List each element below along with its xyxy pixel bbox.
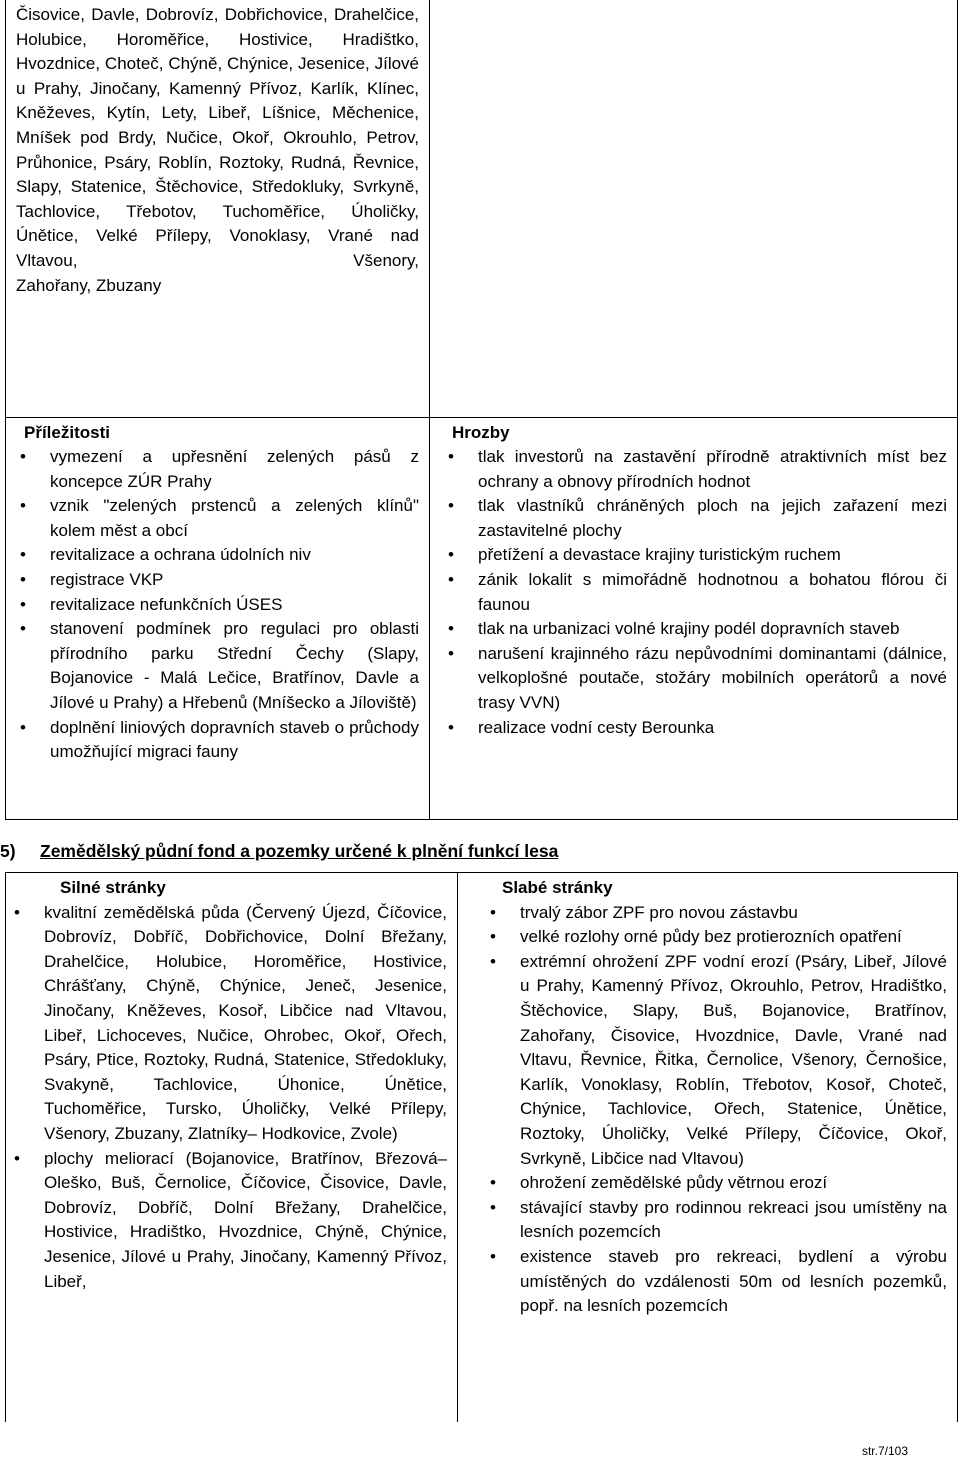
section-number: 5) bbox=[0, 841, 16, 861]
list-item: • stanovení podmínek pro regulaci pro oblasti přírodního parku Střední Čechy (Slapy, Bojanovice - Malá Lečice, Bratřínov, Davle a Jílové u Prahy) a Hřebenů (Mníšecko a Jíloviště) bbox=[16, 617, 419, 715]
list-item: • trvalý zábor ZPF pro novou zástavbu bbox=[486, 901, 947, 926]
list-item: • revitalizace nefunkčních ÚSES bbox=[16, 593, 419, 618]
strengths-header: Silné stránky bbox=[60, 878, 166, 897]
list-item: • realizace vodní cesty Berounka bbox=[444, 716, 947, 741]
cell-weaknesses bbox=[458, 873, 958, 1423]
section-title: Zemědělský půdní fond a pozemky určené k plnění funkcí lesa bbox=[40, 841, 559, 861]
list-item: • vymezení a upřesnění zelených pásů z koncepce ZÚR Prahy bbox=[16, 445, 419, 494]
list-item: • narušení krajinného rázu nepůvodními dominantami (dálnice, velkoplošné poutače, stožáry mobilních operátorů a nové trasy VVN) bbox=[444, 642, 947, 716]
cell-opportunities bbox=[6, 417, 430, 820]
opportunities-list bbox=[16, 445, 419, 765]
threats-header: Hrozby bbox=[452, 422, 510, 442]
list-item: • existence staveb pro rekreaci, bydlení a výrobu umístěných do vzdálenosti 50m od lesních pozemků, popř. na lesních pozemcích bbox=[486, 1245, 947, 1319]
list-item: • revitalizace a ochrana údolních niv bbox=[16, 543, 419, 568]
list-item: • doplnění liniových dopravních staveb o průchody umožňující migraci fauny bbox=[16, 716, 419, 765]
weaknesses-list bbox=[486, 901, 947, 1319]
list-item: • tlak vlastníků chráněných ploch na jejich zařazení mezi zastavitelné plochy bbox=[444, 494, 947, 543]
list-item: • kvalitní zemědělská půda (Červený Újezd, Číčovice, Dobrovíz, Dobříč, Dobřichovice, Dolní Břežany, Drahelčice, Holubice, Horoměřice, Hostivice, Chrášťany, Chýně, Chýnice, Jeneč, Jesenice, Jinočany, Kněževes, Kosoř, Libčice nad Vltavou, Libeř, Lichoceves, Nučice, Ohrobec, Okoř, Ořech, Psáry, Ptice, Roztoky, Rudná, Statenice, Středokluky, Svakyně, Tachlovice, Úhonice, Únětice, Tuchoměřice, Tursko, Úholičky, Velké Přílepy, Všenory, Zbuzany, Zlatníky– Hodkovice, Zvole) bbox=[10, 901, 447, 1147]
list-item: • registrace VKP bbox=[16, 568, 419, 593]
page-number: str.7/103 bbox=[861, 1444, 908, 1458]
list-item: • tlak na urbanizaci volné krajiny podél dopravních staveb bbox=[444, 617, 947, 642]
list-item: • tlak investorů na zastavění přírodně atraktivních míst bez ochrany a obnovy přírodních hodnot bbox=[444, 445, 947, 494]
threats-list bbox=[444, 445, 947, 740]
section-heading bbox=[0, 841, 558, 862]
strengths-list bbox=[10, 901, 447, 1295]
cell-municipalities bbox=[6, 0, 430, 417]
weaknesses-header: Slabé stránky bbox=[502, 878, 613, 897]
municipalities-list-end: Zahořany, Zbuzany bbox=[16, 275, 162, 295]
cell-threats bbox=[430, 417, 958, 820]
list-item: • plochy meliorací (Bojanovice, Bratřínov, Březová–Oleško, Buš, Černolice, Číčovice, Čisovice, Davle, Dobrovíz, Dobříč, Dolní Břežany, Drahelčice, Hostivice, Hradištko, Hvozdnice, Chýně, Chýnice, Jesenice, Jílové u Prahy, Jinočany, Kamenný Přívoz, Libeř, bbox=[10, 1147, 447, 1295]
list-item: • vznik "zelených prstenců a zelených klínů" kolem měst a obcí bbox=[16, 494, 419, 543]
list-item: • ohrožení zemědělské půdy větrnou erozí bbox=[486, 1171, 947, 1196]
table-agricultural-swot bbox=[5, 872, 958, 1422]
list-item: • extrémní ohrožení ZPF vodní erozí (Psáry, Libeř, Jílové u Prahy, Kamenný Přívoz, Okrouhlo, Petrov, Hradištko, Štěchovice, Slapy, Buš, Bojanovice, Bratřínov, Zahořany, Čisovice, Hvozdnice, Davle, Vrané nad Vltavu, Řevnice, Řitka, Černolice, Všenory, Černošice, Karlík, Vonoklasy, Roblín, Třebotov, Kosoř, Choteč, Chýnice, Tachlovice, Ořech, Statenice, Únětice, Roztoky, Úholičky, Velké Přílepy, Číčovice, Okoř, Svrkyně, Libčice nad Vltavou) bbox=[486, 950, 947, 1171]
list-item: • stávající stavby pro rodinnou rekreaci jsou umístěny na lesních pozemcích bbox=[486, 1196, 947, 1245]
table-environment-swot bbox=[5, 0, 958, 820]
list-item: • velké rozlohy orné půdy bez protierozních opatření bbox=[486, 925, 947, 950]
list-item: • zánik lokalit s mimořádně hodnotnou a bohatou flórou či faunou bbox=[444, 568, 947, 617]
municipalities-list: Čisovice, Davle, Dobrovíz, Dobřichovice, Drahelčice, Holubice, Horoměřice, Hostivice, Hradištko, Hvozdnice, Choteč, Chýně, Chýnice, Jesenice, Jílové u Prahy, Jinočany, Kamenný Přívoz, Karlík, Klínec, Kněževes, Kytín, Lety, Libeř, Líšnice, Měchenice, Mníšek pod Brdy, Nučice, Okoř, Okrouhlo, Petrov, Průhonice, Psáry, Roblín, Roztoky, Rudná, Řevnice, Slapy, Statenice, Štěchovice, Středokluky, Svrkyně, Tachlovice, Třebotov, Tuchoměřice, Úholičky, Únětice, Velké Přílepy, Vonoklasy, Vrané nad Vltavou, Všenory, bbox=[16, 5, 419, 270]
opportunities-header: Příležitosti bbox=[24, 422, 110, 442]
cell-empty bbox=[430, 0, 958, 417]
cell-strengths bbox=[6, 873, 458, 1423]
list-item: • přetížení a devastace krajiny turistickým ruchem bbox=[444, 543, 947, 568]
